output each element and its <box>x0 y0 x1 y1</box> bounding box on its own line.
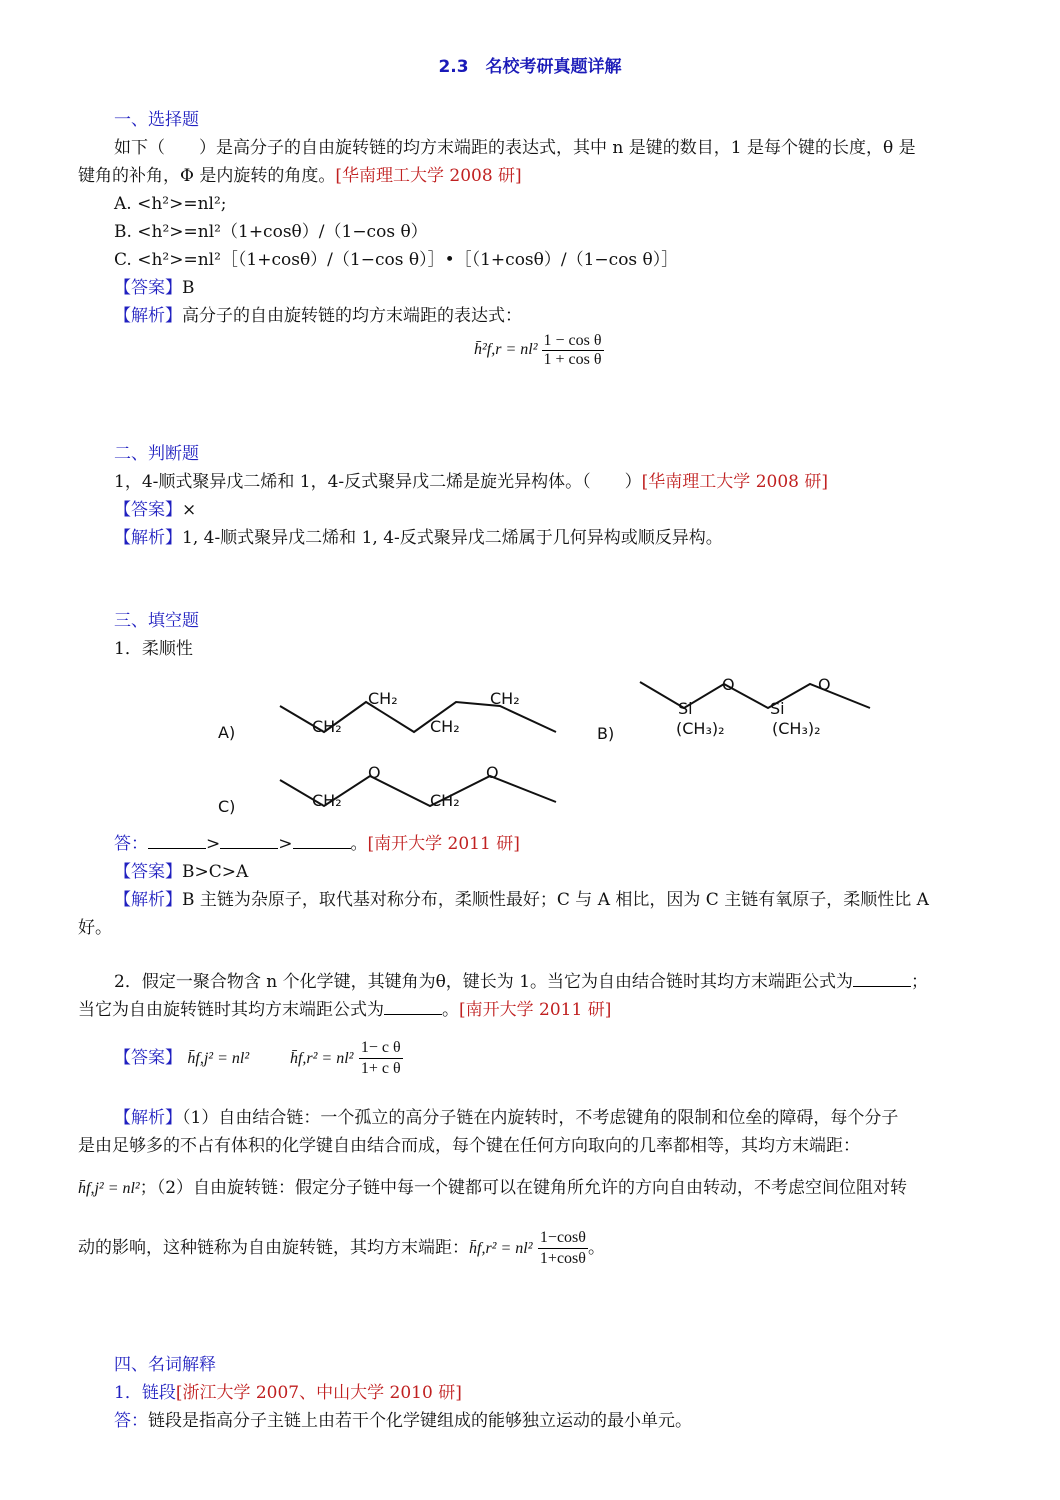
chain-b <box>640 682 870 708</box>
analysis-line: 【解析】B 主链为杂原子，取代基对称分布，柔顺性最好；C 与 A 相比，因为 C 主链有氧原子，柔顺性比 A <box>114 890 929 910</box>
answer-line: 【答案】B>C>A <box>114 862 249 882</box>
section-heading-choice: 一、选择题 <box>114 110 199 130</box>
source-tag: [南开大学 2011 研] <box>367 834 520 854</box>
ch3-label: (CH₃)₂ <box>772 719 821 738</box>
answer-blanks-line: 答： > > 。[南开大学 2011 研] <box>114 834 520 854</box>
blank[interactable] <box>148 832 206 849</box>
analysis-line: 好。 <box>78 918 112 938</box>
answer-line: 答：链段是指高分子主链上由若干个化学键组成的能够独立运动的最小单元。 <box>114 1411 692 1431</box>
source-tag: [华南理工大学 2008 研] <box>335 166 522 186</box>
label-b: B) <box>597 724 615 743</box>
formula-free-rotation: h̄²f,r = nl² $\frac{\text{1 − cos θ}}{\text{1 + cos θ}}$ <box>474 332 602 368</box>
question-line: 1，4-顺式聚异戊二烯和 1，4-反式聚异戊二烯是旋光异构体。（ ）[华南理工大学 2008 研] <box>114 472 828 492</box>
analysis-line: 【解析】1, 4-顺式聚异戊二烯和 1, 4-反式聚异戊二烯属于几何异构或顺反异构。 <box>114 528 723 548</box>
blank[interactable] <box>220 832 278 849</box>
ch2-label: CH₂ <box>312 791 342 810</box>
source-tag: [南开大学 2011 研] <box>459 1000 612 1020</box>
section-heading-fill: 三、填空题 <box>114 611 199 631</box>
answer-line: 【答案】 h̄f,j² = nl² h̄f,r² = nl² $\frac{\text{1− c θ}}{\text{1+ c θ}}$ <box>114 1039 401 1077</box>
section-heading-terms: 四、名词解释 <box>114 1355 216 1375</box>
analysis-line: 是由足够多的不占有体积的化学键自由结合而成，每个键在任何方向取向的几率都相等，其均方末端距： <box>78 1136 860 1156</box>
page-title: 2.3 名校考研真题详解 <box>438 57 622 77</box>
question-line: 2．假定一聚合物含 n 个化学键，其键角为θ，键长为 1。当它为自由结合链时其均方末端距公式为 ； <box>114 972 929 992</box>
question-line: 如下（ ）是高分子的自由旋转链的均方末端距的表达式，其中 n 是键的数目，1 是每个键的长度，θ 是 <box>114 138 916 158</box>
analysis-line: h̄f,j² = nl²；（2）自由旋转链：假定分子链中每一个键都可以在键角所允许的方向自由转动，不考虑空间位阻对转 <box>78 1178 908 1198</box>
o-label: O <box>818 675 831 694</box>
ch2-label: CH₂ <box>490 689 520 708</box>
question-line: 1．柔顺性 <box>114 639 193 659</box>
question-line: 键角的补角，Φ 是内旋转的角度。[华南理工大学 2008 研] <box>78 166 522 186</box>
blank[interactable] <box>384 998 442 1015</box>
option-b: B. <h²>=nl²（1+cosθ）/（1−cos θ） <box>114 222 428 242</box>
blank[interactable] <box>293 832 351 849</box>
analysis-line: 动的影响，这种链称为自由旋转链，其均方末端距：h̄f,r² = nl² $\frac{1-\cos\theta}{1+\cos\theta}$ 。 <box>78 1229 605 1267</box>
question-line: 1．链段[浙江大学 2007、中山大学 2010 研] <box>114 1383 462 1403</box>
blank[interactable] <box>853 970 911 987</box>
o-label: O <box>486 763 499 782</box>
option-c: C. <h²>=nl²［（1+cosθ）/（1−cos θ）］•［（1+cosθ）/（1−cos θ）］ <box>114 250 679 270</box>
label-c: C) <box>218 797 236 816</box>
section-heading-judgement: 二、判断题 <box>114 444 199 464</box>
source-tag: [浙江大学 2007、中山大学 2010 研] <box>175 1383 462 1403</box>
si-label: Si <box>678 699 693 718</box>
question-line: 当它为自由旋转链时其均方末端距公式为 。[南开大学 2011 研] <box>78 1000 612 1020</box>
option-a: A. <h²>=nl²; <box>114 194 227 214</box>
answer-line: 【答案】B <box>114 278 195 298</box>
o-label: O <box>368 763 381 782</box>
analysis-line: 【解析】（1）自由结合链：一个孤立的高分子链在内旋转时，不考虑键角的限制和位垒的障碍，每个分子 <box>114 1108 899 1128</box>
analysis-line: 【解析】高分子的自由旋转链的均方末端距的表达式： <box>114 306 522 326</box>
ch3-label: (CH₃)₂ <box>676 719 725 738</box>
ch2-label: CH₂ <box>368 689 398 708</box>
ch2-label: CH₂ <box>430 791 460 810</box>
structure-diagram <box>200 662 900 822</box>
answer-line: 【答案】× <box>114 500 197 520</box>
ch2-label: CH₂ <box>312 717 342 736</box>
ch2-label: CH₂ <box>430 717 460 736</box>
o-label: O <box>722 675 735 694</box>
si-label: Si <box>770 699 785 718</box>
label-a: A) <box>218 723 236 742</box>
source-tag: [华南理工大学 2008 研] <box>641 472 828 492</box>
